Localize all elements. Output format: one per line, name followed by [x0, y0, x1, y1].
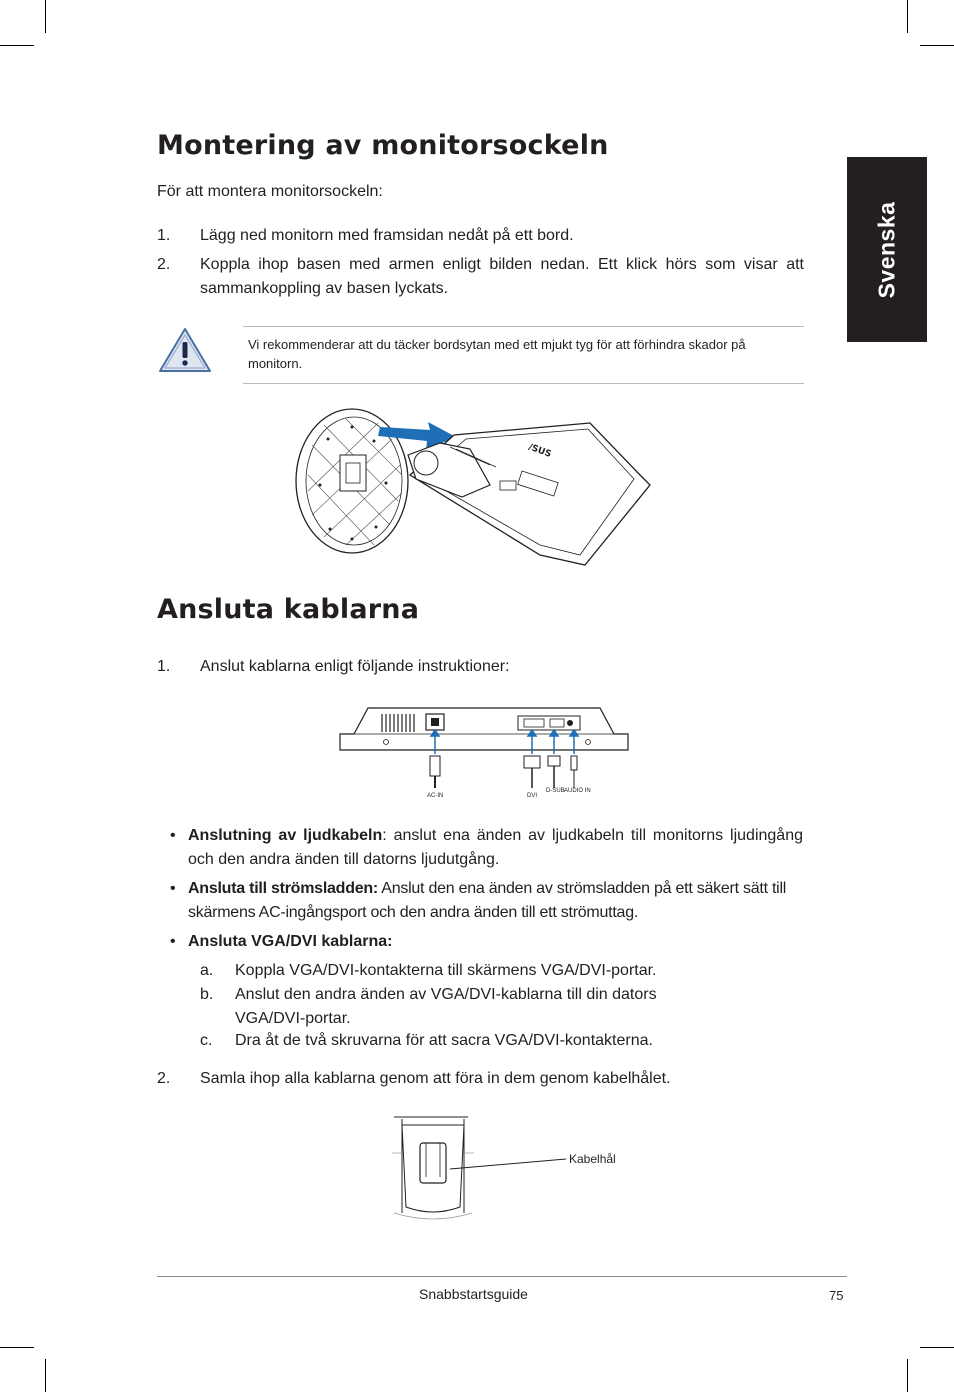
- substep-letter: c.: [200, 1032, 213, 1049]
- bullet-marker: •: [170, 880, 176, 897]
- language-tab-label: Svenska: [873, 201, 900, 298]
- step-text: Anslut kablarna enligt följande instruktioner:: [200, 658, 510, 675]
- page-number: 75: [829, 1288, 844, 1303]
- crop-mark: [920, 45, 954, 46]
- step-number: 1.: [157, 227, 171, 244]
- bullet-bold: Anslutning av ljudkabeln: [188, 827, 383, 844]
- crop-mark: [45, 0, 46, 33]
- bullet-text: Anslut den ena änden av strömsladden på ett säkert sätt till skärmens AC-ingångsport och den andra änden till ett strömuttag.: [188, 880, 787, 921]
- crop-mark: [907, 0, 908, 33]
- step-text: Samla ihop alla kablarna genom att föra in dem genom kabelhålet.: [200, 1070, 671, 1087]
- bullet-vga-dvi: [188, 930, 803, 954]
- footer-guide-title: Snabbstartsguide: [419, 1286, 528, 1302]
- warning-icon: [157, 325, 213, 375]
- step-number: 2.: [157, 1070, 171, 1087]
- cable-hole-label: Kabelhål: [569, 1152, 616, 1166]
- port-label-dvi: DVI: [527, 793, 538, 799]
- bullet-bold: Ansluta VGA/DVI kablarna:: [188, 933, 393, 950]
- port-label-audio: AUDIO IN: [564, 788, 591, 794]
- step-number: 2.: [157, 256, 171, 273]
- bullet-text: : anslut ena änden av ljudkabeln till monitorns ljudingång och den andra änden till datorns ljudutgång.: [188, 827, 803, 868]
- bullet-bold: Ansluta till strömsladden:: [188, 880, 378, 897]
- bullet-audio: [188, 824, 803, 872]
- section-title-stand: Montering av monitorsockeln: [157, 130, 609, 161]
- crop-mark: [0, 45, 34, 46]
- crop-mark: [920, 1347, 954, 1348]
- step-number: 1.: [157, 658, 171, 675]
- caution-note: Vi rekommenderar att du täcker bordsytan med ett mjukt tyg för att förhindra skador på monitorn.: [248, 337, 746, 371]
- bullet-marker: •: [170, 827, 176, 844]
- crop-mark: [45, 1359, 46, 1392]
- bullet-marker: •: [170, 933, 176, 950]
- substep-text: Anslut den andra änden av VGA/DVI-kablarna till din dators VGA/DVI-portar.: [235, 986, 657, 1027]
- footer-rule: [157, 1276, 847, 1277]
- port-label-ac: AC-IN: [427, 793, 444, 799]
- substep-text: Koppla VGA/DVI-kontakterna till skärmens VGA/DVI-portar.: [235, 962, 657, 979]
- intro-text: För att montera monitorsockeln:: [157, 183, 383, 200]
- stand-assembly-illustration: [290, 405, 665, 585]
- language-tab: [847, 157, 927, 342]
- note-rule-bottom: [243, 383, 804, 384]
- crop-mark: [0, 1347, 34, 1348]
- cable-hole-illustration: [390, 1113, 630, 1225]
- substep-text: Dra åt de två skruvarna för att sacra VGA/DVI-kontakterna.: [235, 1032, 653, 1049]
- svg-text:/SUS: /SUS: [526, 442, 553, 460]
- port-label-dsub: D-SUB: [546, 788, 565, 794]
- step-text: Lägg ned monitorn med framsidan nedåt på ett bord.: [200, 227, 574, 244]
- bullet-power: [188, 877, 808, 925]
- note-rule-top: [243, 326, 804, 327]
- substep-letter: b.: [200, 986, 214, 1003]
- ports-illustration: [338, 704, 630, 804]
- crop-mark: [907, 1359, 908, 1392]
- substep-letter: a.: [200, 962, 214, 979]
- step-text: Koppla ihop basen med armen enligt bilden nedan. Ett klick hörs som visar att sammankoppling av basen lyckats.: [200, 256, 804, 297]
- section-title-cables: Ansluta kablarna: [157, 594, 420, 625]
